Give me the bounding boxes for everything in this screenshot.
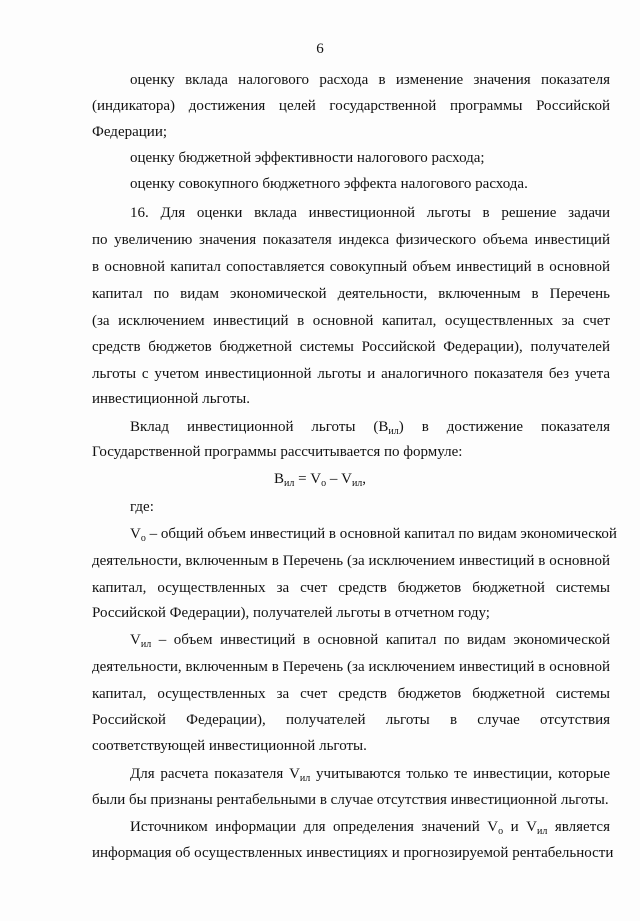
text-line: по увеличению значения показателя индекса физического объема инвестиций: [92, 232, 610, 248]
formula: $В_{ил} = V_о - V_{ил}$,: [273, 471, 367, 489]
text-line: Источником информации для определения значений $V_о$ и $V_{ил}$ является: [130, 819, 610, 837]
text-line: Для расчета показателя $V_{ил}$ учитываются только те инвестиции, которые: [130, 766, 610, 784]
text-line: Российской Федерации), получателей льготы в случае отсутствия: [92, 712, 610, 728]
text-line: $V_о$ – общий объем инвестиций в основной капитал по видам экономической: [130, 526, 617, 544]
text-line: Государственной программы рассчитывается по формуле:: [92, 444, 463, 460]
text-line: информация об осуществленных инвестициях и прогнозируемой рентабельности: [92, 845, 614, 861]
text-line: Федерации;: [92, 124, 168, 140]
text-line: оценку вклада налогового расхода в изменение значения показателя: [130, 72, 610, 88]
text-line: были бы признаны рентабельными в случае отсутствия инвестиционной льготы.: [92, 792, 609, 808]
text-line: (за исключением инвестиций в основной капитал, осуществленных за счет: [92, 313, 610, 329]
text-line: оценку бюджетной эффективности налогового расхода;: [130, 150, 485, 166]
text-line: соответствующей инвестиционной льготы.: [92, 738, 367, 754]
text-line: (индикатора) достижения целей государственной программы Российской: [92, 98, 610, 114]
page-number: 6: [316, 41, 324, 57]
text-line: $V_{ил}$ – объем инвестиций в основной капитал по видам экономической: [130, 632, 610, 650]
text-line: где:: [130, 499, 154, 515]
text-line: инвестиционной льготы.: [92, 391, 250, 407]
text-line: капитал по видам экономической деятельности, включенным в Перечень: [92, 286, 610, 302]
text-line: деятельности, включенным в Перечень (за исключением инвестиций в основной: [92, 553, 610, 569]
text-line: Вклад инвестиционной льготы $(В_{ил})$ в достижение показателя: [130, 419, 610, 437]
text-line: в основной капитал сопоставляется совокупный объем инвестиций в основной: [92, 259, 610, 275]
text-line: Российской Федерации), получателей льготы в отчетном году;: [92, 605, 490, 621]
text-line: оценку совокупного бюджетного эффекта налогового расхода.: [130, 176, 528, 192]
text-line: капитал, осуществленных за счет средств бюджетов бюджетной системы: [92, 686, 610, 702]
text-line: капитал, осуществленных за счет средств бюджетов бюджетной системы: [92, 580, 610, 596]
text-line: льготы с учетом инвестиционной льготы и аналогичного показателя без учета: [92, 366, 610, 382]
text-line: деятельности, включенным в Перечень (за исключением инвестиций в основной: [92, 659, 610, 675]
text-line: средств бюджетов бюджетной системы Российской Федерации), получателей: [92, 339, 610, 355]
text-line: 16. Для оценки вклада инвестиционной льготы в решение задачи: [130, 205, 610, 221]
